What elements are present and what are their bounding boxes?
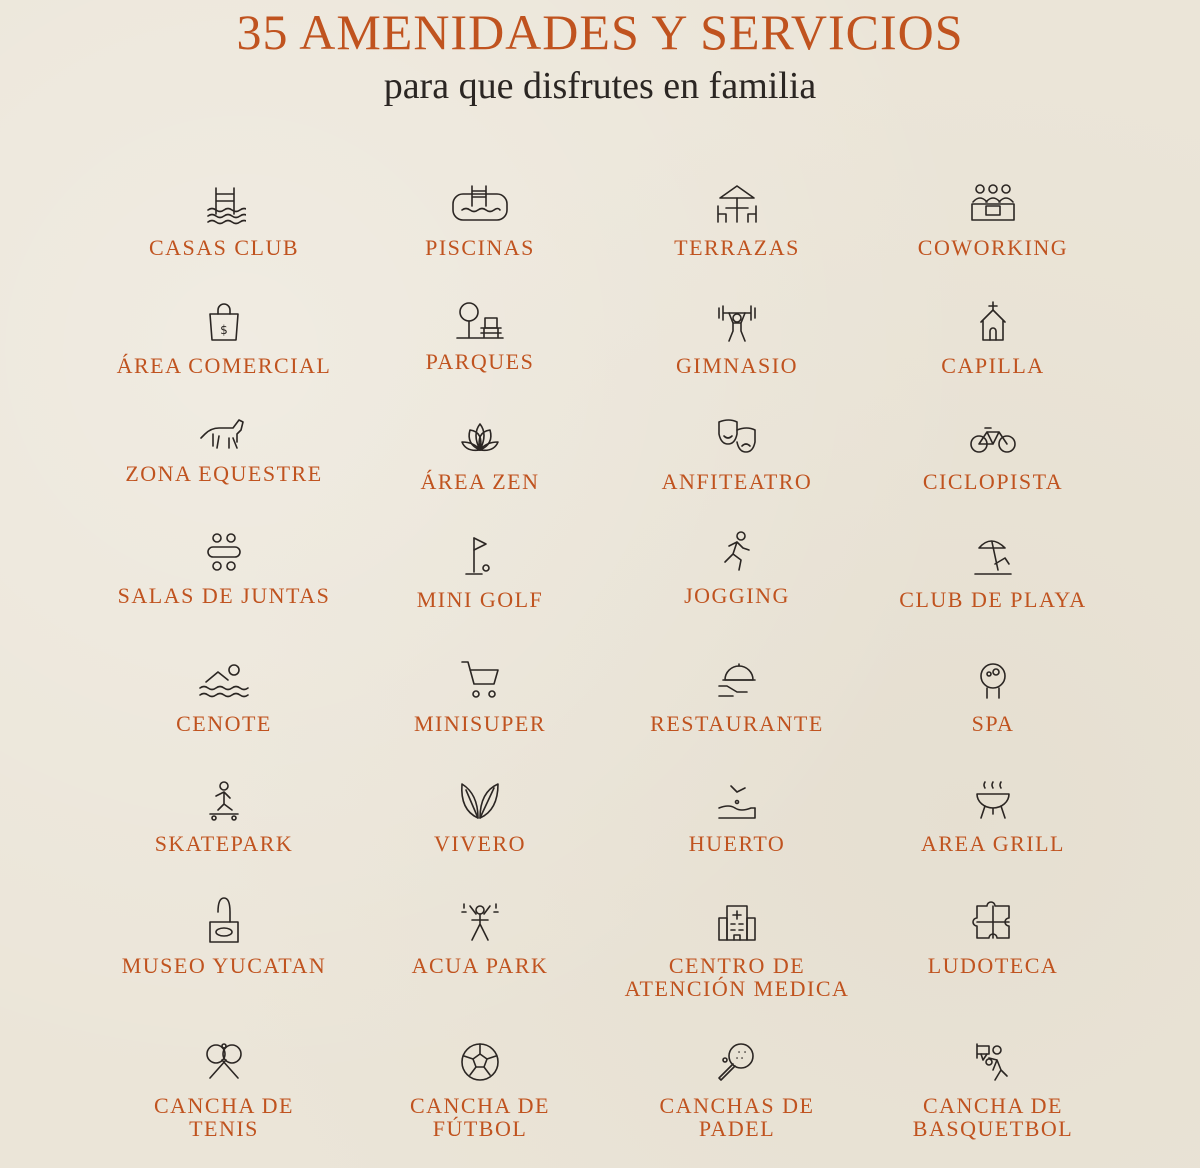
- amenity-restaurante: [607, 658, 867, 735]
- amenity-coworking: [863, 182, 1123, 259]
- soccer-ball-icon: [458, 1040, 502, 1084]
- amenity-ciclopista: [863, 416, 1123, 493]
- amenity-canchas-de-padel: [607, 1040, 867, 1140]
- amenity-anfiteatro: [607, 416, 867, 493]
- terrace-umbrella-icon: [712, 182, 762, 226]
- amenity-label: JOGGING: [684, 583, 790, 608]
- serving-cloche-icon: [715, 658, 759, 702]
- amenity-area-comercial: [94, 300, 354, 377]
- padel-racket-icon: [715, 1040, 759, 1084]
- amenity-huerto: [607, 778, 867, 855]
- amenity-label: ANFITEATRO: [661, 469, 813, 494]
- amenity-piscinas: [350, 182, 610, 259]
- planting-hand-icon: [715, 778, 759, 822]
- lotus-icon: [453, 416, 507, 460]
- amenity-label: COWORKING: [917, 235, 1069, 260]
- amenity-jogging: [607, 530, 867, 607]
- amenity-label: MINISUPER: [413, 711, 547, 736]
- amenity-label: SALAS DE JUNTAS: [117, 583, 331, 608]
- swimmer-icon: [196, 658, 252, 702]
- theater-masks-icon: [715, 416, 759, 460]
- chapel-icon: [971, 300, 1015, 344]
- amenity-casas-club: [94, 182, 354, 259]
- park-tree-bench-icon: [455, 300, 505, 340]
- bbq-grill-icon: [971, 778, 1015, 822]
- amenity-club-de-playa: [863, 534, 1123, 611]
- amenity-zona-equestre: [94, 412, 354, 485]
- amenity-label: HUERTO: [688, 831, 786, 856]
- spa-face-icon: [971, 658, 1015, 702]
- amenity-ludoteca: [863, 900, 1123, 977]
- amenity-cancha-de-futbol: [350, 1040, 610, 1140]
- amenity-label: SPA: [971, 711, 1015, 736]
- page-title: 35 AMENIDADES Y SERVICIOS: [236, 4, 964, 60]
- amenity-area-grill: [863, 778, 1123, 855]
- puzzle-icon: [971, 900, 1015, 944]
- amenity-label: VIVERO: [433, 831, 527, 856]
- amenity-label: MINI GOLF: [416, 587, 544, 612]
- shopping-cart-icon: [458, 658, 502, 702]
- amenity-mini-golf: [350, 534, 610, 611]
- amenity-parques: [350, 300, 610, 373]
- page-subtitle: para que disfrutes en familia: [383, 65, 817, 107]
- amenity-label: CANCHA DE FÚTBOL: [409, 1093, 550, 1141]
- hospital-icon: [715, 900, 759, 944]
- amenity-label: CAPILLA: [941, 353, 1045, 378]
- amenity-gimnasio: [607, 300, 867, 377]
- amenity-label: RESTAURANTE: [650, 711, 824, 736]
- skateboarder-icon: [202, 778, 246, 822]
- amenity-label: CANCHA DE TENIS: [153, 1093, 294, 1141]
- amenity-label: PISCINAS: [425, 235, 535, 260]
- amenity-salas-de-juntas: [94, 530, 354, 607]
- tennis-rackets-icon: [202, 1040, 246, 1084]
- amenity-acua-park: [350, 900, 610, 977]
- meeting-table-icon: [202, 530, 246, 574]
- amenity-cenote: [94, 658, 354, 735]
- amenity-centro-medico: [607, 900, 867, 1000]
- shopping-bag-icon: [202, 300, 246, 344]
- amenity-label: CICLOPISTA: [922, 469, 1064, 494]
- amenity-label: TERRAZAS: [674, 235, 800, 260]
- amenity-label: PARQUES: [425, 349, 535, 374]
- beach-umbrella-icon: [971, 534, 1015, 578]
- horse-icon: [199, 412, 249, 452]
- amenity-spa: [863, 658, 1123, 735]
- svg-text:$: $: [220, 323, 228, 337]
- amenity-label: CLUB DE PLAYA: [899, 587, 1087, 612]
- amenity-label: CASAS CLUB: [148, 235, 300, 260]
- basketball-player-icon: [971, 1040, 1015, 1084]
- golf-flag-icon: [458, 534, 502, 578]
- amenity-label: CANCHAS DE PADEL: [659, 1093, 815, 1141]
- coworking-people-icon: [968, 182, 1018, 226]
- amenity-area-zen: [350, 416, 610, 493]
- pool-ladder-icon: [202, 182, 246, 226]
- amenity-label: SKATEPARK: [154, 831, 294, 856]
- amenity-cancha-de-basquetbol: [863, 1040, 1123, 1140]
- amenity-label: MUSEO YUCATAN: [121, 953, 327, 978]
- amenity-label: CENOTE: [176, 711, 272, 736]
- museum-bust-icon: [202, 894, 246, 944]
- amenity-capilla: [863, 300, 1123, 377]
- amenity-label: AREA GRILL: [921, 831, 1065, 856]
- amenity-label: LUDOTECA: [927, 953, 1059, 978]
- amenity-terrazas: [607, 182, 867, 259]
- amenity-museo-yucatan: [94, 894, 354, 977]
- leaves-icon: [458, 778, 502, 822]
- amenity-vivero: [350, 778, 610, 855]
- water-park-icon: [458, 900, 502, 944]
- amenity-label: ACUA PARK: [411, 953, 549, 978]
- amenity-label: ÁREA ZEN: [420, 469, 540, 494]
- amenity-minisuper: [350, 658, 610, 735]
- amenity-label: ÁREA COMERCIAL: [116, 353, 332, 378]
- amenity-label: GIMNASIO: [676, 353, 798, 378]
- amenity-cancha-de-tenis: [94, 1040, 354, 1140]
- swimming-pool-icon: [450, 182, 510, 226]
- amenity-label: ZONA EQUESTRE: [125, 461, 323, 486]
- weightlifter-icon: [715, 300, 759, 344]
- amenity-skatepark: [94, 778, 354, 855]
- amenity-label: CANCHA DE BASQUETBOL: [912, 1093, 1074, 1141]
- runner-icon: [715, 530, 759, 574]
- amenity-label: CENTRO DE ATENCIÓN MEDICA: [624, 953, 850, 1001]
- bicycle-icon: [968, 416, 1018, 460]
